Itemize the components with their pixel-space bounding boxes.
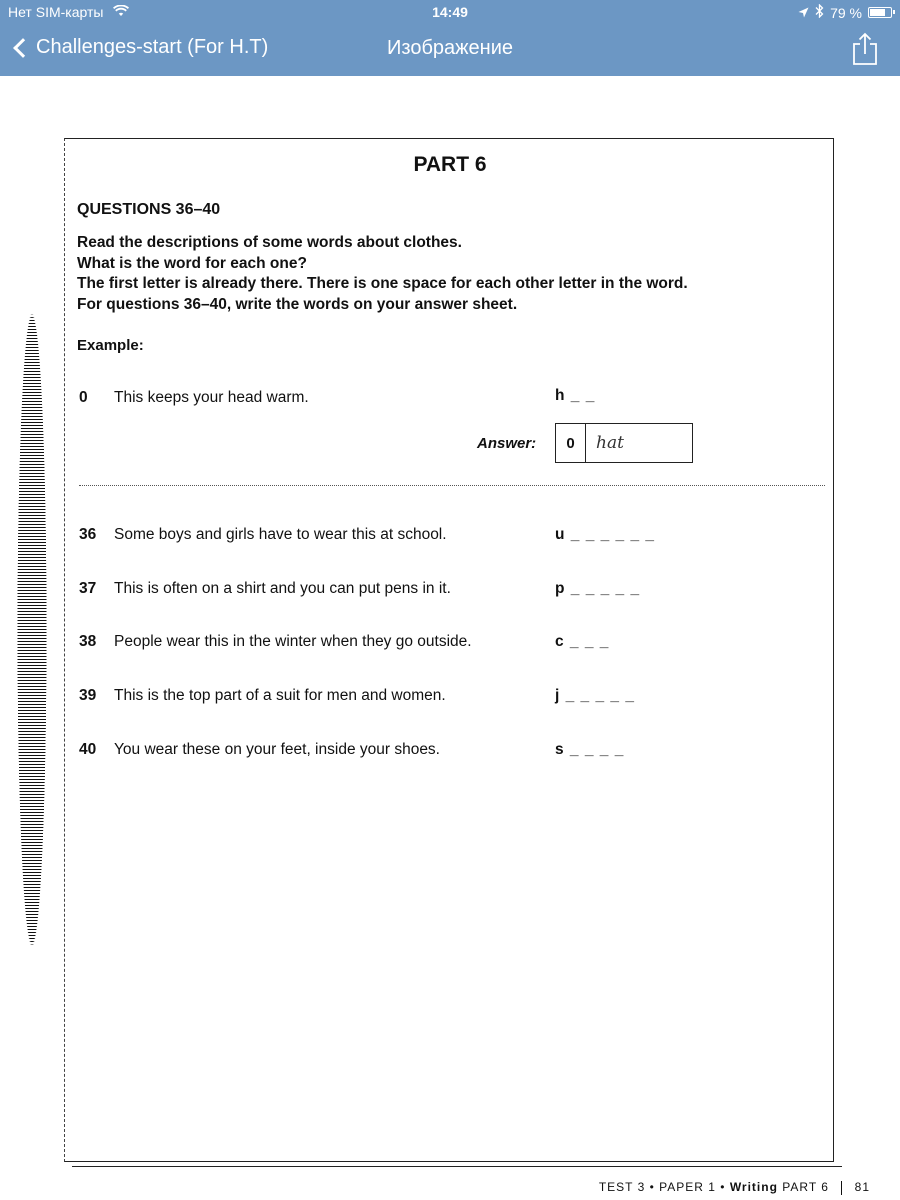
question-item [79,687,819,711]
question-item [79,633,819,657]
part-title: PART 6 [413,153,487,176]
item-text: Some boys and girls have to wear this at school. [114,526,447,543]
back-button-label: Challenges-start (For H.T) [36,36,269,58]
page-footer [599,1180,870,1195]
scan-binding-edge [12,110,52,1150]
status-right [798,4,892,21]
battery-fill [870,9,885,16]
footer-page-number: 81 [854,1180,870,1194]
example-item [79,389,819,413]
page-bottom-line [72,1166,842,1167]
nav-title: Изображение [387,37,513,59]
item-hint: u _ _ _ _ _ _ [555,526,656,543]
item-number: 36 [79,526,97,543]
item-number: 40 [79,741,97,758]
item-text: This is often on a shirt and you can put pens in it. [114,580,451,597]
item-number: 37 [79,580,97,597]
share-icon[interactable] [852,32,878,66]
footer-separator [841,1181,842,1195]
questions-title: QUESTIONS 36–40 [77,201,221,218]
question-item [79,526,819,550]
status-bar [0,0,900,24]
item-hint: h _ _ [555,387,596,404]
instruction-line: For questions 36–40, write the words on your answer sheet. [77,295,518,313]
item-text: This keeps your head warm. [114,389,309,406]
battery-percent: 79 % [830,4,862,21]
ios-top-bar [0,0,900,76]
footer-section: Writing [729,1180,778,1194]
answer-box-number: 0 [556,424,586,462]
document-page [64,138,834,1162]
instruction-line: Read the descriptions of some words about clothes. [77,234,462,251]
item-hint: s _ _ _ _ [555,741,625,758]
answer-label: Answer: [477,435,537,452]
divider [79,485,825,486]
item-text: People wear this in the winter when they go outside. [114,633,472,650]
instruction-line: What is the word for each one? [77,254,307,272]
question-item [79,580,819,604]
instruction-line: The first letter is already there. There is one space for each other letter in the word. [77,275,688,292]
item-text: You wear these on your feet, inside your shoes. [114,741,440,758]
answer-box-value: hat [596,433,624,453]
answer-box [555,423,693,463]
item-number: 39 [79,687,97,704]
example-label: Example: [77,337,144,354]
bluetooth-icon [815,4,824,21]
item-number: 38 [79,633,97,650]
instructions [77,233,688,315]
battery-icon [868,7,892,18]
item-hint: j _ _ _ _ _ [555,687,635,704]
location-arrow-icon [798,5,809,21]
carrier-label: Нет SIM-карты [8,4,104,20]
item-hint: c _ _ _ [555,633,610,650]
footer-prefix: TEST 3 • PAPER 1 • [598,1180,730,1194]
item-text: This is the top part of a suit for men and women. [114,687,446,704]
question-item [79,741,819,765]
navigation-bar [0,24,900,76]
item-hint: p _ _ _ _ _ [555,580,641,597]
item-number: 0 [79,389,88,406]
footer-suffix: PART 6 [777,1180,829,1194]
status-time: 14:49 [432,4,468,20]
